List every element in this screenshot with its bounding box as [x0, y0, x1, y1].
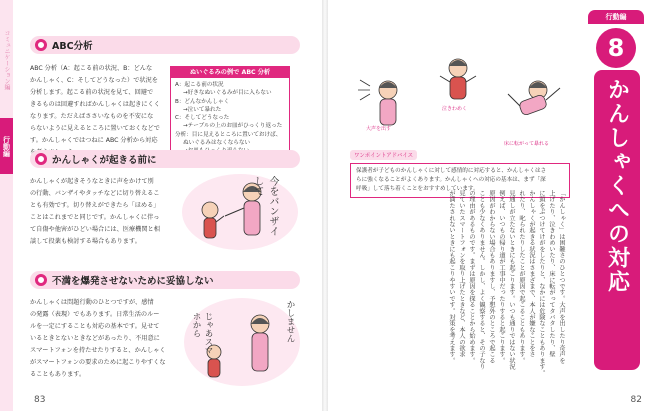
advice-label: ワンポイントアドバイス: [350, 150, 417, 160]
caption-roll: 床に転がって暴れる: [504, 141, 550, 147]
advice-line: らに強くなることがよくあります。かんしゃくへの対応の基本は、まず「深: [356, 177, 546, 183]
text-line: て自傷や他害がひどい場合には、医療機関と相: [30, 226, 160, 233]
category-label: 行動編: [588, 10, 644, 24]
text-line: とも有効です。切り替えができたら「ほめる」: [30, 202, 160, 209]
text-line: の行動、バンザイやタッチなどに切り替えるこ: [30, 190, 160, 197]
box-line: B：どんなかんしゃく: [175, 98, 230, 105]
text-line: かんしゃくは問題行動のひとつですが、感情: [30, 299, 154, 306]
box-line: A：起こる前の状況: [175, 82, 224, 88]
text-line: かんしゃく、C：そしてどうなった）で状況を: [30, 77, 158, 84]
box-line: →好きなぬいぐるみが目に入らない: [183, 90, 272, 97]
text-line: かんしゃくが起きる状況はさまざまで、本人が嫌なことをさ: [528, 190, 535, 358]
high-five-illustration: [180, 172, 300, 252]
text-line: ることもあります。: [30, 371, 86, 378]
abc-example-box: [170, 66, 290, 162]
side-tab-behavior: 行動編: [0, 118, 13, 174]
text-line: 談して投薬も検討する場合もあります。: [30, 238, 141, 245]
text-line: す。かんしゃくではつねに ABC 分析から対応: [30, 137, 158, 144]
vertical-body-text: [446, 190, 566, 390]
box-line: 分析：目に見えるところに置いておけば、: [175, 131, 282, 138]
section-header-before-tantrum: [30, 150, 300, 168]
caption-shout: 大声を出す: [366, 126, 392, 132]
text-line: ことも少なくありません。しかし、よく観察すると、その子なり: [478, 190, 485, 370]
abc-box-title: ぬいぐるみの例で ABC 分析: [171, 67, 289, 78]
text-line: 見通しが立たないときにも起こります。いつも通りではない状況: [508, 190, 515, 370]
text-line: 原因がわからない場合もありますし、予想外のところで起こる: [488, 190, 495, 364]
box-line: →泣いて暴れた: [183, 106, 222, 113]
text-line: ルを一定にすることも対応の基本です。見せて: [30, 323, 160, 330]
text-line: が満たされないときにも起こりやすいです。対策を考えます。: [448, 190, 455, 364]
page-number-right: 82: [630, 395, 642, 405]
text-line: なります。ただえばささいなものを不安にな: [30, 113, 154, 120]
section-body-before-tantrum: [30, 176, 160, 248]
text-line: 例えば、いつもの帰り道が工事中だったりすると起こります。: [498, 190, 505, 364]
box-line: C：そしてどうなった: [175, 115, 230, 122]
chapter-header-panel: [576, 0, 650, 411]
bullet-icon: [35, 39, 47, 51]
text-line: の発露（表現）でもあります。日常生活のルー: [30, 311, 160, 318]
text-line: れたり、叱られたりしたことが原因で起こることもあります。: [518, 190, 525, 364]
side-tab-communication: コミュニケーション編: [3, 30, 10, 90]
advice-line: 保護者が子どものかんしゃくに対して感情的に対応すると、かんしゃくはさ: [356, 168, 547, 174]
box-line: ぬいぐるみはなくならない: [183, 140, 251, 147]
chapter-number: 8: [596, 28, 636, 68]
box-line: →テーブルの上のお皿がひっくり返った: [183, 123, 283, 130]
text-line: 上げたり、泣きわめいたり、床に転がってタバタしたり、壁: [548, 190, 555, 358]
section-title: かんしゃくが起きる前に: [52, 155, 157, 166]
text-line: がスマートフォンの要求のために起こりやすくな: [30, 359, 166, 366]
speech-bubble-parent: かしません: [285, 300, 295, 343]
left-page: [0, 0, 322, 411]
text-line: スマートフォンを持たせたりすると、かんしゃく: [30, 347, 166, 354]
advice-line: 呼吸」して落ち着くことをおすすめしています。: [356, 186, 479, 192]
text-line: ことはこれまでと同じです。かんしゃくに伴っ: [30, 214, 160, 221]
text-line: きるものは回避すればかんしゃくは起きにくく: [30, 101, 160, 108]
text-line: らないように見えるところに置いておくなどで: [30, 125, 160, 132]
side-index-tab: [0, 0, 13, 411]
text-line: 見ていたスマートフォンを取り上げたときなど、本人の欲求: [458, 190, 465, 358]
text-line: ABC 分析（A：起こる前の状況、B：どんな: [30, 65, 153, 72]
speech-bubble-banzai: 今をバンザイして: [252, 176, 278, 236]
right-page: [328, 0, 650, 411]
caption-cry: 泣きわめく: [442, 106, 468, 112]
text-line: 分析します。起こる前の状況を見て、回避で: [30, 89, 154, 96]
page-number-left: 83: [34, 395, 46, 405]
speech-bubble-child: じゃあスマホから: [191, 312, 213, 355]
text-line: に頭をぶつけてけがをしたりと、なかには危険なこともあります。: [538, 190, 545, 376]
section-title: ABC分析: [52, 41, 93, 52]
section-body-abc: [30, 63, 160, 159]
text-line: の理由があるものです。まずは原因を探ることから始めます。: [468, 190, 475, 364]
text-line: いるときとないときなどがあったり、不用意に: [30, 335, 160, 342]
text-line: 「かんしゃく」は困難さのひとつです。大声を出したり奇声を: [558, 190, 565, 364]
section-header-no-compromise: [30, 271, 300, 289]
chapter-title: かんしゃくへの対応: [604, 78, 630, 294]
section-title: 不満を爆発させないために妥協しない: [52, 276, 214, 287]
bullet-icon: [35, 274, 47, 286]
text-line: かんしゃくが起きそうなときに声をかけて別: [30, 178, 154, 185]
bullet-icon: [35, 153, 47, 165]
section-header-abc: [30, 36, 300, 54]
section-body-no-compromise: [30, 297, 166, 381]
